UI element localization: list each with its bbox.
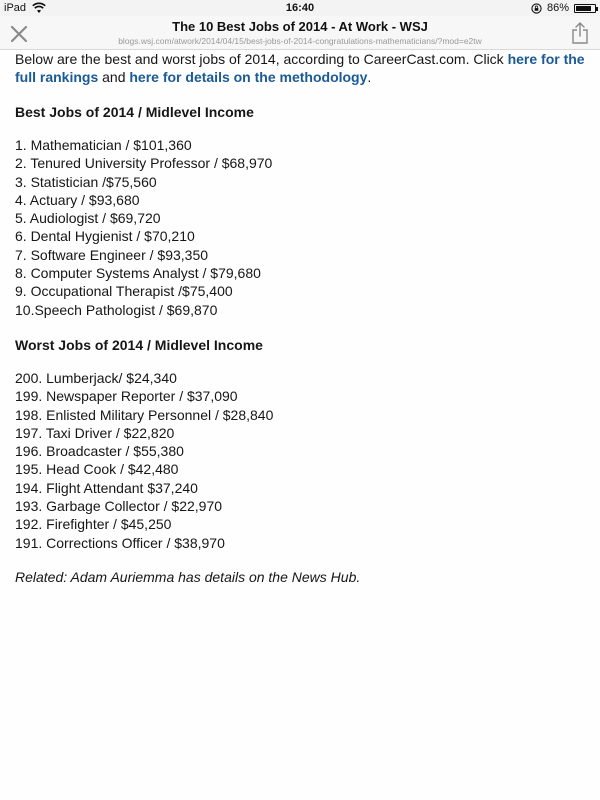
device-name: iPad [4, 2, 27, 14]
methodology-link[interactable]: here for details on the methodology [129, 69, 368, 85]
intro-text: Below are the best and worst jobs of 2014, according to CareerCast.com. Click [15, 51, 508, 67]
list-item: 196. Broadcaster / $55,380 [15, 443, 184, 460]
page-url: blogs.wsj.com/atwork/2014/04/15/best-jobs-of-2014-congratulations-mathematicians/?mod=e2tw [118, 36, 482, 46]
battery-percent: 86% [546, 2, 569, 14]
related-note[interactable]: Related: Adam Auriemma has details on the News Hub. [15, 568, 361, 585]
battery-level [576, 6, 591, 11]
status-time: 16:40 [285, 2, 315, 14]
list-item: 9. Occupational Therapist /$75,400 [15, 283, 233, 300]
page-title: The 10 Best Jobs of 2014 - At Work - WSJ [172, 19, 428, 34]
share-icon[interactable] [571, 21, 589, 45]
intro-and-text: and [98, 69, 130, 85]
best-jobs-heading: Best Jobs of 2014 / Midlevel Income [15, 104, 254, 120]
full-rankings-link[interactable]: here for the full rankings [15, 51, 585, 85]
battery-icon [574, 4, 596, 13]
best-jobs-list [15, 136, 585, 319]
list-item: 194. Flight Attendant $37,240 [15, 479, 198, 496]
intro-paragraph [15, 50, 585, 86]
list-item: 197. Taxi Driver / $22,820 [15, 424, 175, 441]
list-item: 5. Audiologist / $69,720 [15, 210, 161, 227]
list-item: 200. Lumberjack/ $24,340 [15, 369, 177, 386]
list-item: 191. Corrections Officer / $38,970 [15, 534, 225, 551]
list-item: 4. Actuary / $93,680 [15, 191, 140, 208]
list-item: 195. Head Cook / $42,480 [15, 461, 179, 478]
list-item: 1. Mathematician / $101,360 [15, 137, 192, 153]
status-right [531, 0, 596, 16]
list-item: 193. Garbage Collector / $22,970 [15, 498, 223, 515]
list-item: 7. Software Engineer / $93,350 [15, 246, 209, 263]
list-item: 10.Speech Pathologist / $69,870 [15, 301, 218, 318]
worst-jobs-list [15, 369, 585, 552]
title-bar [0, 16, 600, 50]
list-item: 8. Computer Systems Analyst / $79,680 [15, 265, 261, 282]
close-icon[interactable] [9, 24, 29, 44]
list-item: 198. Enlisted Military Personnel / $28,840 [15, 406, 274, 423]
list-item: 3. Statistician /$75,560 [15, 173, 157, 190]
intro-end-text: . [367, 69, 372, 85]
worst-jobs-heading: Worst Jobs of 2014 / Midlevel Income [15, 336, 263, 353]
article-content [15, 50, 585, 586]
status-bar [0, 0, 600, 16]
list-item: 199. Newspaper Reporter / $37,090 [15, 388, 238, 405]
list-item: 2. Tenured University Professor / $68,970 [15, 155, 273, 172]
rotation-lock-icon [531, 3, 542, 14]
list-item: 192. Firefighter / $45,250 [15, 516, 172, 533]
list-item: 6. Dental Hygienist / $70,210 [15, 228, 195, 245]
